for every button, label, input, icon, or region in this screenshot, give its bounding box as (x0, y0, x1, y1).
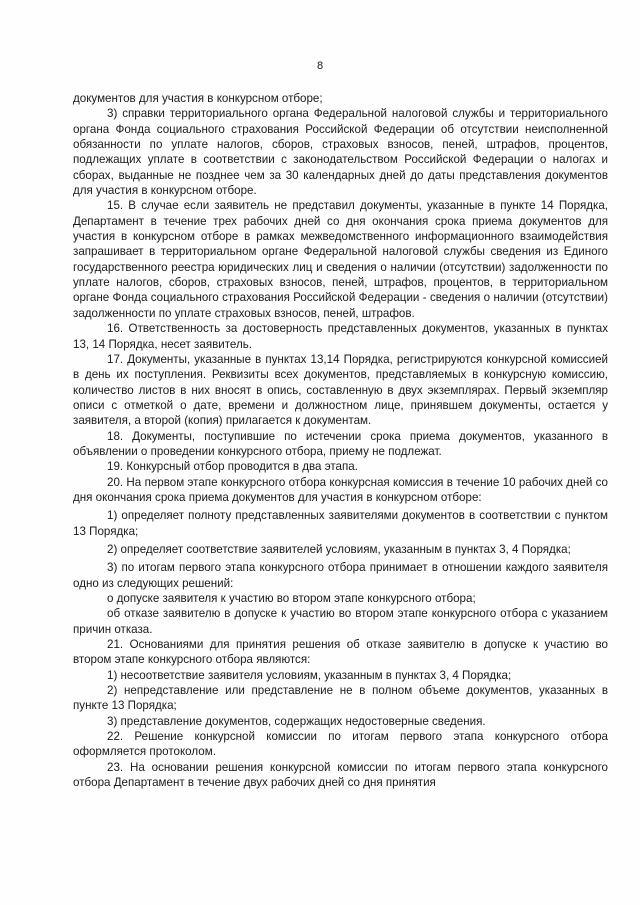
clause-23: 23. На основании решения конкурсной комиссии по итогам первого этапа конкурсного отбора Департамент в течение двух рабочих дней со дня принятия (73, 760, 608, 790)
clause-21: 21. Основаниями для принятия решения об отказе заявителю в допуске к участию во втором этапе конкурсного отбора являются: (73, 638, 608, 667)
decision-admit: о допуске заявителя к участию во втором этапе конкурсного отбора; (107, 592, 476, 605)
clause-21-item-2: 2) непредставление или представление не в полном объеме документов, указанных в пункте 13 Порядка; (73, 684, 608, 713)
clause-15: 15. В случае если заявитель не представил документы, указанные в пункте 14 Порядка, Департамент в течение трех рабочих дней со дня окончания срока приема документов для участия в конкурсном отборе в рамках межведомственного информационного взаимодействия запрашивает в территориальном органе Федеральной налоговой службы сведения из Единого государственного реестра юридических лиц и сведения о наличии (отсутствии) задолженности по уплате налогов, сборов, страховых взносов, пеней, штрафов, процентов, в территориальном органе Фонда социального страхования Российской Федерации - сведения о наличии (отсутствии) задолженности по уплате страховых взносов, пеней, штрафов. (73, 199, 608, 320)
clause-21-item-3: 3) представление документов, содержащих недостоверные сведения. (107, 714, 486, 728)
clause-16: 16. Ответственность за достоверность представленных документов, указанных в пунктах 13, 14 Порядка, несет заявитель. (73, 322, 608, 351)
clause-21-item-1: 1) несоответствие заявителя условиям, указанным в пунктах 3, 4 Порядка; (107, 668, 512, 682)
list-item-certificates: 3) справки территориального органа Федеральной налоговой службы и территориального органа Фонда социального страхования Российской Федерации об отсутствии неисполненной обязанности по уплате налогов, сборов, страховых взносов, пеней, штрафов, процентов, подлежащих уплате в соответствии с законодательством Российской Федерации о налогах и сборах, выданные не позднее чем за 30 календарных дней до даты представления документов для участия в конкурсном отборе. (73, 107, 608, 198)
clause-19: 19. Конкурсный отбор проводится в два этапа. (107, 460, 358, 474)
document-body (73, 91, 608, 790)
clause-20: 20. На первом этапе конкурсного отбора конкурсная комиссия в течение 10 рабочих дней со дня окончания срока приема документов для участия в конкурсном отборе: (73, 475, 608, 504)
clause-22: 22. Решение конкурсной комиссии по итогам первого этапа конкурсного отбора оформляется протоколом. (73, 730, 608, 759)
clause-20-item-2: 2) определяет соответствие заявителей условиям, указанным в пунктах 3, 4 Порядка; (107, 542, 571, 556)
page-number: 8 (316, 60, 324, 72)
clause-17: 17. Документы, указанные в пунктах 13,14 Порядка, регистрируются конкурсной комиссией в день их поступления. Реквизиты всех документов, представляемых в конкурсную комиссию, количество листов в них вносят в опись, составленную в двух экземплярах. Первый экземпляр описи с отметкой о дате, времени и должностном лице, принявшем документы, остается у заявителя, а второй (копия) прилагается к документам. (73, 352, 608, 428)
paragraph-continuation: документов для участия в конкурсном отборе; (73, 92, 323, 105)
clause-20-item-3: 3) по итогам первого этапа конкурсного отбора принимает в отношении каждого заявителя одно из следующих решений: (73, 561, 608, 590)
clause-20-item-1: 1) определяет полноту представленных заявителями документов в соответствии с пунктом 13 Порядка; (73, 509, 608, 538)
decision-refuse: об отказе заявителю в допуске к участию во втором этапе конкурсного отбора с указанием причин отказа. (73, 607, 608, 636)
clause-18: 18. Документы, поступившие по истечении срока приема документов, указанного в объявлении о проведении конкурсного отбора, приему не подлежат. (73, 429, 608, 458)
